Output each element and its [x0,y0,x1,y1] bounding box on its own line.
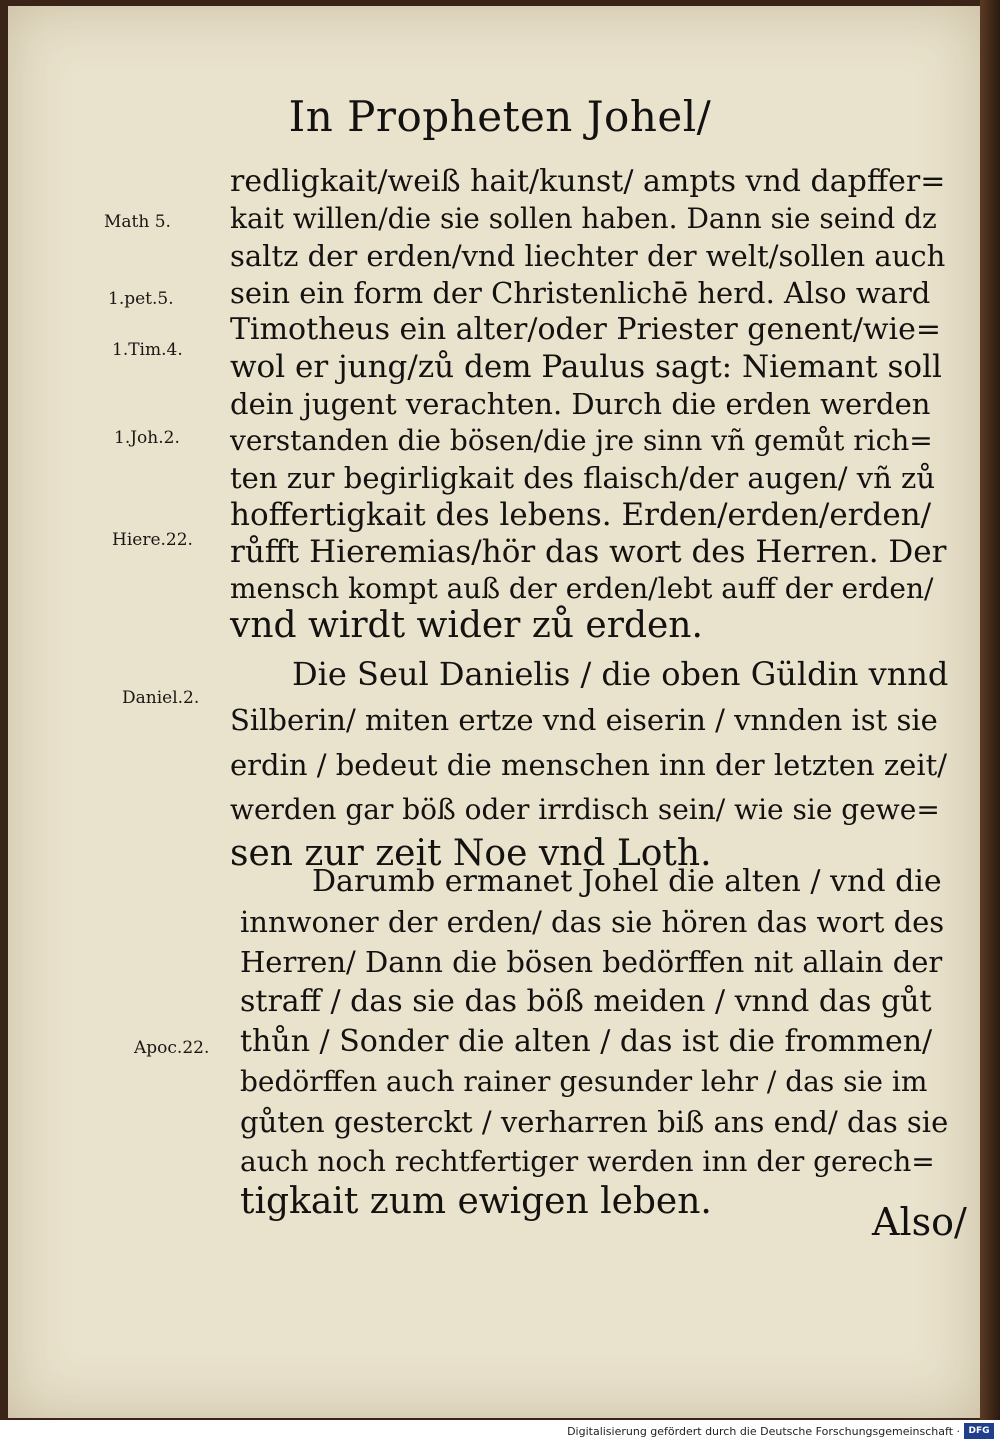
text-line: Die Seul Danielis / die oben Güldin vnnd [292,655,949,693]
text-line: Herren/ Dann die bösen bedörffen nit allain der [240,945,943,979]
text-line: gůten gesterckt / verharren biß ans end/ das sie [240,1105,949,1139]
footer-credit: Digitalisierung gefördert durch die Deutsche Forschungsgemeinschaft · [567,1425,960,1438]
catchword: Also/ [872,1200,967,1244]
text-line: straff / das sie das böß meiden / vnnd das gůt [240,984,932,1019]
text-line: wol er jung/zů dem Paulus sagt: Niemant soll [230,349,942,385]
text-line: kait willen/die sie sollen haben. Dann sie seind dz [230,202,937,235]
text-line: thůn / Sonder die alten / das ist die frommen/ [240,1024,933,1059]
text-line: ten zur begirligkait des flaisch/der augen/ vñ zů [230,461,936,495]
text-line: mensch kompt auß der erden/lebt auff der erden/ [230,572,934,605]
text-line: innwoner der erden/ das sie hören das wort des [240,905,945,939]
text-line: hoffertigkait des lebens. Erden/erden/erden/ [230,497,932,533]
margin-note: 1.Tim.4. [112,340,183,360]
margin-note: 1.Joh.2. [114,428,180,448]
margin-note: Hiere.22. [112,530,193,550]
text-line: dein jugent verachten. Durch die erden werden [230,387,931,421]
dfg-logo-icon: DFG [964,1423,994,1439]
text-line: sen zur zeit Noe vnd Loth. [230,833,712,874]
text-line: bedörffen auch rainer gesunder lehr / das sie im [240,1065,928,1098]
text-line: Silberin/ miten ertze vnd eiserin / vnnden ist sie [230,703,938,737]
margin-note: Daniel.2. [122,688,200,708]
text-line: tigkait zum ewigen leben. [240,1181,712,1222]
text-line: saltz der erden/vnd liechter der welt/sollen auch [230,239,946,273]
text-line: redligkait/weiß hait/kunst/ ampts vnd dapffer= [230,164,946,199]
text-line: růfft Hieremias/hör das wort des Herren. Der [230,534,947,570]
text-line: werden gar böß oder irrdisch sein/ wie sie gewe= [230,793,940,826]
text-line: vnd wirdt wider zů erden. [230,605,703,646]
footer-bar [0,1420,1000,1444]
margin-note: 1.pet.5. [108,289,174,309]
text-line: verstanden die bösen/die jre sinn vñ gemůt rich= [230,424,933,457]
text-line: Darumb ermanet Johel die alten / vnd die [312,864,942,899]
margin-note: Math 5. [104,212,171,232]
text-line: erdin / bedeut die menschen inn der letzten zeit/ [230,748,948,782]
text-line: Timotheus ein alter/oder Priester genent/wie= [230,312,941,347]
margin-note: Apoc.22. [134,1038,210,1058]
text-line: sein ein form der Christenlichē herd. Also ward [230,276,931,310]
book-edge [980,0,1000,1420]
running-header: In Propheten Johel/ [288,92,712,141]
text-line: auch noch rechtfertiger werden inn der gerech= [240,1145,935,1178]
